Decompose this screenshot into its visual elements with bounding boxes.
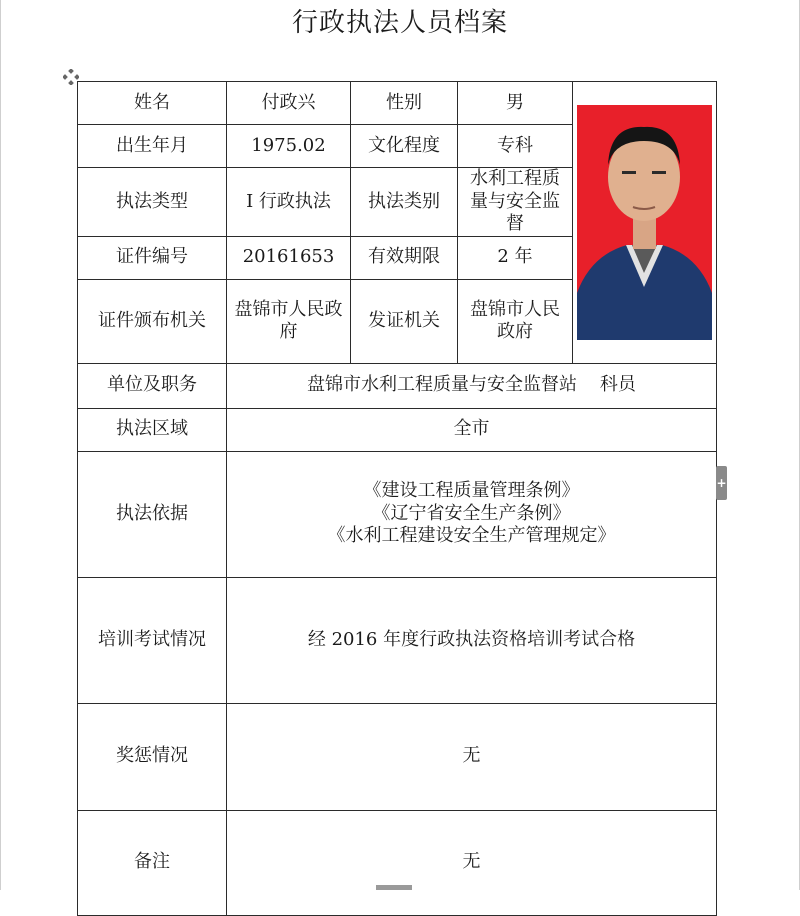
- id-portrait-photo: [577, 105, 712, 340]
- training-exam-label: 培训考试情况: [78, 577, 227, 703]
- education-value: 专科: [458, 125, 573, 168]
- name-label: 姓名: [78, 82, 227, 125]
- gender-label: 性别: [351, 82, 458, 125]
- enforcement-area-value: 全市: [227, 408, 717, 451]
- issuing-office-label: 发证机关: [351, 279, 458, 363]
- enforcement-type-label: 执法类型: [78, 168, 227, 237]
- remarks-label: 备注: [78, 810, 227, 915]
- table-row: [78, 703, 717, 810]
- training-exam-value: 经 2016 年度行政执法资格培训考试合格: [227, 577, 717, 703]
- validity-label: 有效期限: [351, 236, 458, 279]
- certificate-number-label: 证件编号: [78, 236, 227, 279]
- validity-value: 2 年: [458, 236, 573, 279]
- issuing-authority-label: 证件颁布机关: [78, 279, 227, 363]
- basis-item: 《辽宁省安全生产条例》: [372, 502, 571, 524]
- enforcement-category-value: 水利工程质量与安全监督: [458, 168, 573, 237]
- table-row: [78, 810, 717, 915]
- table-row: [78, 577, 717, 703]
- basis-item: 《水利工程建设安全生产管理规定》: [327, 525, 616, 547]
- enforcement-type-value: I 行政执法: [227, 168, 351, 237]
- table-row: [78, 82, 717, 125]
- photo-cell: [573, 82, 717, 364]
- certificate-number-value: 20161653: [227, 236, 351, 279]
- table-row: [78, 408, 717, 451]
- gender-value: 男: [458, 82, 573, 125]
- birth-value: 1975.02: [227, 125, 351, 168]
- table-row: [78, 451, 717, 577]
- enforcement-category-label: 执法类别: [351, 168, 458, 237]
- enforcement-basis-value: [227, 451, 717, 577]
- profile-table: [77, 81, 717, 916]
- education-label: 文化程度: [351, 125, 458, 168]
- birth-label: 出生年月: [78, 125, 227, 168]
- rewards-penalties-value: 无: [227, 703, 717, 810]
- plus-icon: +: [716, 476, 727, 490]
- table-row: [78, 363, 717, 408]
- name-value: 付政兴: [227, 82, 351, 125]
- enforcement-basis-label: 执法依据: [78, 451, 227, 577]
- remarks-value: 无: [227, 810, 717, 915]
- basis-item: 《建设工程质量管理条例》: [363, 480, 580, 502]
- bottom-scroll-indicator: [376, 885, 412, 890]
- rewards-penalties-label: 奖惩情况: [78, 703, 227, 810]
- enforcement-area-label: 执法区域: [78, 408, 227, 451]
- issuing-office-value: 盘锦市人民政府: [458, 279, 573, 363]
- unit-position-value: 盘锦市水利工程质量与安全监督站 科员: [227, 363, 717, 408]
- document-title: 行政执法人员档案: [291, 8, 508, 38]
- add-row-button[interactable]: [716, 466, 727, 500]
- unit-position-label: 单位及职务: [78, 363, 227, 408]
- page-left-edge: [0, 0, 1, 890]
- issuing-authority-value: 盘锦市人民政府: [227, 279, 351, 363]
